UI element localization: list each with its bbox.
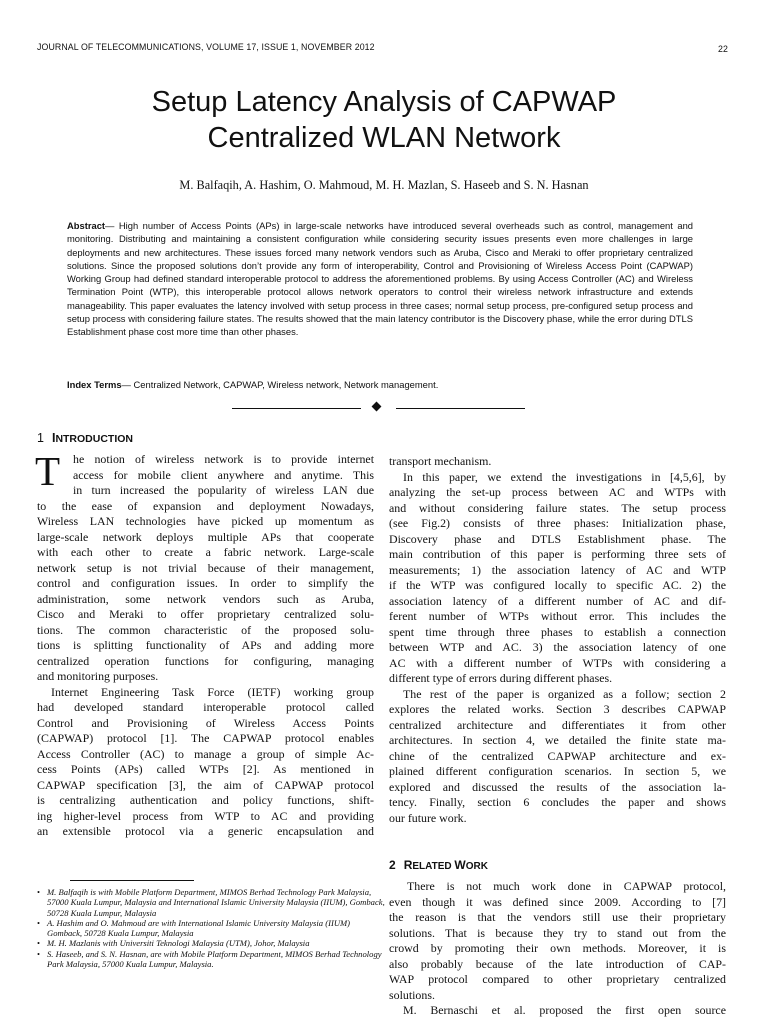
text-line: crowd by promoting their own methods. Moreover, it is (389, 941, 726, 955)
text-line: the reason is that the vendors still use their proprietary (389, 910, 726, 924)
text-line: AC with a different number of WTPs with considering a (389, 655, 726, 670)
text-line: centralized architecture and differentiates it from other (389, 717, 726, 732)
section-2-title-initial-r: R (403, 858, 413, 872)
author-list: M. Balfaqih, A. Hashim, O. Mahmoud, M. H. Mazlan, S. Haseeb and S. N. Hasnan (179, 178, 589, 192)
text-line: ferent number of WTPs without error. This includes the (389, 609, 726, 623)
title-line-2: Centralized WLAN Network (207, 122, 561, 154)
footnote-rule (70, 880, 194, 881)
text-line: had developed standard interoperable protocol called (37, 700, 374, 714)
text-line: chine of the centralized CAPWAP architecture and ex- (389, 748, 726, 763)
footnote-item: • A. Hashim and O. Mahmoud are with International Islamic University Malaysia (IIUM) Gomback, 50728 Kuala Lumpur, Malaysia (37, 918, 385, 939)
abstract-text: High number of Access Points (APs) in large-scale networks have introduced several overheads such as control, management and monitoring. Distributing and maintaining a consistent configuration while considering security issues presents even more challenges in large deployments and new architectures. These issues forced many network vendors such as Aruba, Cisco and Meraki to offer proprietary centralized solutions. Since the proposed solutions don’t provide any form of interoperability, Control and Provisioning of Wireless Access Point (CAPWAP) Working Group had defined standard interoperable protocol to address the aforementioned problems. By using Access Controller (AC) and Wireless Termination Point (WTP), this interoperable protocol allows network operators to control their wireless network infrastructure and extends manageability. This paper evaluates the latency involved with setup process in three cases; normal setup process, pre-configured setup process and setup process with considering failure states. The results showed that the main latency contributor is the Discovery phase, while the error during DTLS Establishment phase cost more time than other phases. (67, 220, 693, 338)
text-line: and monitoring purposes. (37, 669, 159, 683)
text-line: tions is splitting functionality of APs and adding more (37, 638, 374, 652)
text-line: (CAPWAP) protocol [1]. The CAPWAP protocol enables (37, 731, 374, 745)
text-line: In this paper, we extend the investigations in [4,5,6], by (403, 469, 726, 484)
abstract-dash: — (105, 220, 119, 231)
text-line: Control and Provisioning of Wireless Access Points (37, 715, 374, 730)
text-line: explores the related works. Section 3 describes CAPWAP (389, 702, 726, 716)
index-terms-dash: — (121, 379, 134, 390)
text-line: Discovery phase and DTLS Establishment phase. The (389, 531, 726, 546)
separator-rule-right (396, 408, 525, 409)
text-line: analyzing the set-up process between AC and WTPs with (389, 485, 726, 499)
text-line: Access Controller (AC) to manage a group of simple Ac- (37, 746, 374, 761)
text-line: association latency of a different number of AC and dif- (389, 593, 726, 608)
text-line: between WTP and AC. 3) the association latency of one (389, 640, 726, 654)
text-line: if the WTP was configured locally to specific AC. 2) the (389, 578, 726, 592)
section-2-body (389, 879, 726, 1019)
text-line: control and configuration issues. In order to simplify the (37, 576, 374, 590)
text-line: is centralizing authentication and policy functions, shift- (37, 793, 374, 807)
text-line: Cisco and Meraki to offer proprietary centralized solu- (37, 607, 374, 621)
text-line: transport mechanism. (389, 454, 492, 468)
section-1-title-rest: NTRODUCTION (55, 433, 134, 445)
paper-title (0, 84, 768, 156)
footnote-item: • S. Haseeb, and S. N. Hasnan, are with Mobile Platform Department, MIMOS Berhad Technology Park Malaysia, 57000 Kuala Lumpur, Malaysia. (37, 949, 385, 970)
text-line: administration, some network vendors such as Aruba, (37, 591, 374, 606)
text-line: network setup is not trivial because of their management, (37, 560, 374, 575)
section-1-heading (37, 431, 133, 445)
text-line: (see Fig.2) consists of three phases: Initialization phase, (389, 516, 726, 530)
text-line: tency. Finally, section 6 concludes the paper and shows (389, 795, 726, 809)
text-line: plained different configuration scenarios. In section 5, we (389, 764, 726, 778)
diamond-icon (372, 402, 382, 412)
text-line: architectures. In section 4, we detailed the finite state ma- (389, 733, 726, 747)
text-line: Wireless LAN technologies have picked up momentum as (37, 514, 374, 528)
section-2-title-part-2: ORK (465, 861, 488, 872)
section-1-title-initial: I (51, 431, 56, 445)
section-1-number: 1 (37, 431, 44, 445)
page-number: 22 (718, 44, 728, 54)
section-2-title-part-1: ELATED (412, 861, 455, 872)
index-terms-label: Index Terms (67, 379, 122, 390)
text-line: solutions. That is because they try to stand out from the (389, 925, 726, 940)
section-2-heading (389, 858, 488, 872)
journal-name: JOURNAL OF TELECOMMUNICATIONS, VOLUME 17, ISSUE 1, NOVEMBER 2012 (37, 42, 375, 52)
text-line: CAPWAP specification [3], the aim of CAPWAP protocol (37, 777, 374, 792)
section-2-title-initial-w: W (454, 858, 466, 872)
footnote-item: • M. H. Mazlanis with Universiti Teknologi Malaysia (UTM), Johor, Malaysia (37, 938, 385, 948)
title-line-1: Setup Latency Analysis of CAPWAP (151, 86, 617, 118)
footnotes (37, 887, 385, 969)
section-2-number: 2 (389, 858, 396, 872)
text-line: explored and discussed the results of the association la- (389, 779, 726, 794)
abstract-label: Abstract (67, 220, 106, 231)
text-line: spent time through three phases to establish a connection (389, 624, 726, 639)
text-line: solutions. (389, 987, 435, 1002)
text-line: WAP protocol compared to other proprietary centralized (389, 972, 726, 986)
text-line: our future work. (389, 810, 467, 825)
abstract (67, 219, 693, 339)
text-line: he notion of wireless network is to provide internet (73, 452, 374, 466)
text-line: measurements; 1) the association latency of AC and WTP (389, 562, 726, 577)
text-line: in turn increased the popularity of wireless LAN due (73, 483, 374, 497)
drop-cap: T (35, 448, 61, 494)
text-line: different type of errors during different phases. (389, 671, 613, 685)
text-line: The rest of the paper is organized as a follow; section 2 (403, 686, 726, 701)
left-column (35, 448, 374, 840)
running-header (37, 42, 728, 56)
text-line: cess Points (APs) called WTPs [2]. As mentioned in (37, 762, 374, 776)
text-line: tions. The common characteristic of the proposed solu- (37, 622, 374, 637)
text-line: Internet Engineering Task Force (IETF) working group (51, 684, 374, 699)
text-line: There is not much work done in CAPWAP protocol, (407, 879, 726, 893)
text-line: even though it was defined since 2009. According to [7] (389, 894, 726, 909)
right-column (389, 454, 726, 826)
separator-rule-left (232, 408, 361, 409)
text-line: main contribution of this paper is performing three sets of (389, 547, 726, 561)
text-line: centralized operation functions for configuring, managing (37, 653, 374, 668)
text-line: access for mobile client anywhere and anytime. This (73, 467, 374, 482)
footnote-item: • M. Balfaqih is with Mobile Platform Department, MIMOS Berhad Technology Park Malaysia, 57000 Kuala Lumpur, Malaysia and International Islamic University Malaysia (IIUM), Gomback, 50728 Kuala Lumpur, Malaysia (37, 887, 385, 918)
index-terms-text: Centralized Network, CAPWAP, Wireless network, Network management. (133, 379, 439, 390)
text-line: an extensible protocol via a generic encapsulation and (37, 824, 374, 838)
text-line: to the ease of expansion and deployment Nowadays, (37, 498, 374, 513)
text-line: also probably because of the late introduction of CAP- (389, 956, 726, 971)
text-line: with each other to create a fabric network. Large-scale (37, 545, 374, 559)
text-line: ing higher-level process from WTP to AC and providing (37, 808, 374, 823)
index-terms (67, 379, 693, 390)
text-line: and without considering failure states. The setup process (389, 500, 726, 515)
text-line: M. Bernaschi et al. proposed the first open source (403, 1003, 726, 1017)
text-line: large-scale network deploys multiple APs that cooperate (37, 529, 374, 544)
